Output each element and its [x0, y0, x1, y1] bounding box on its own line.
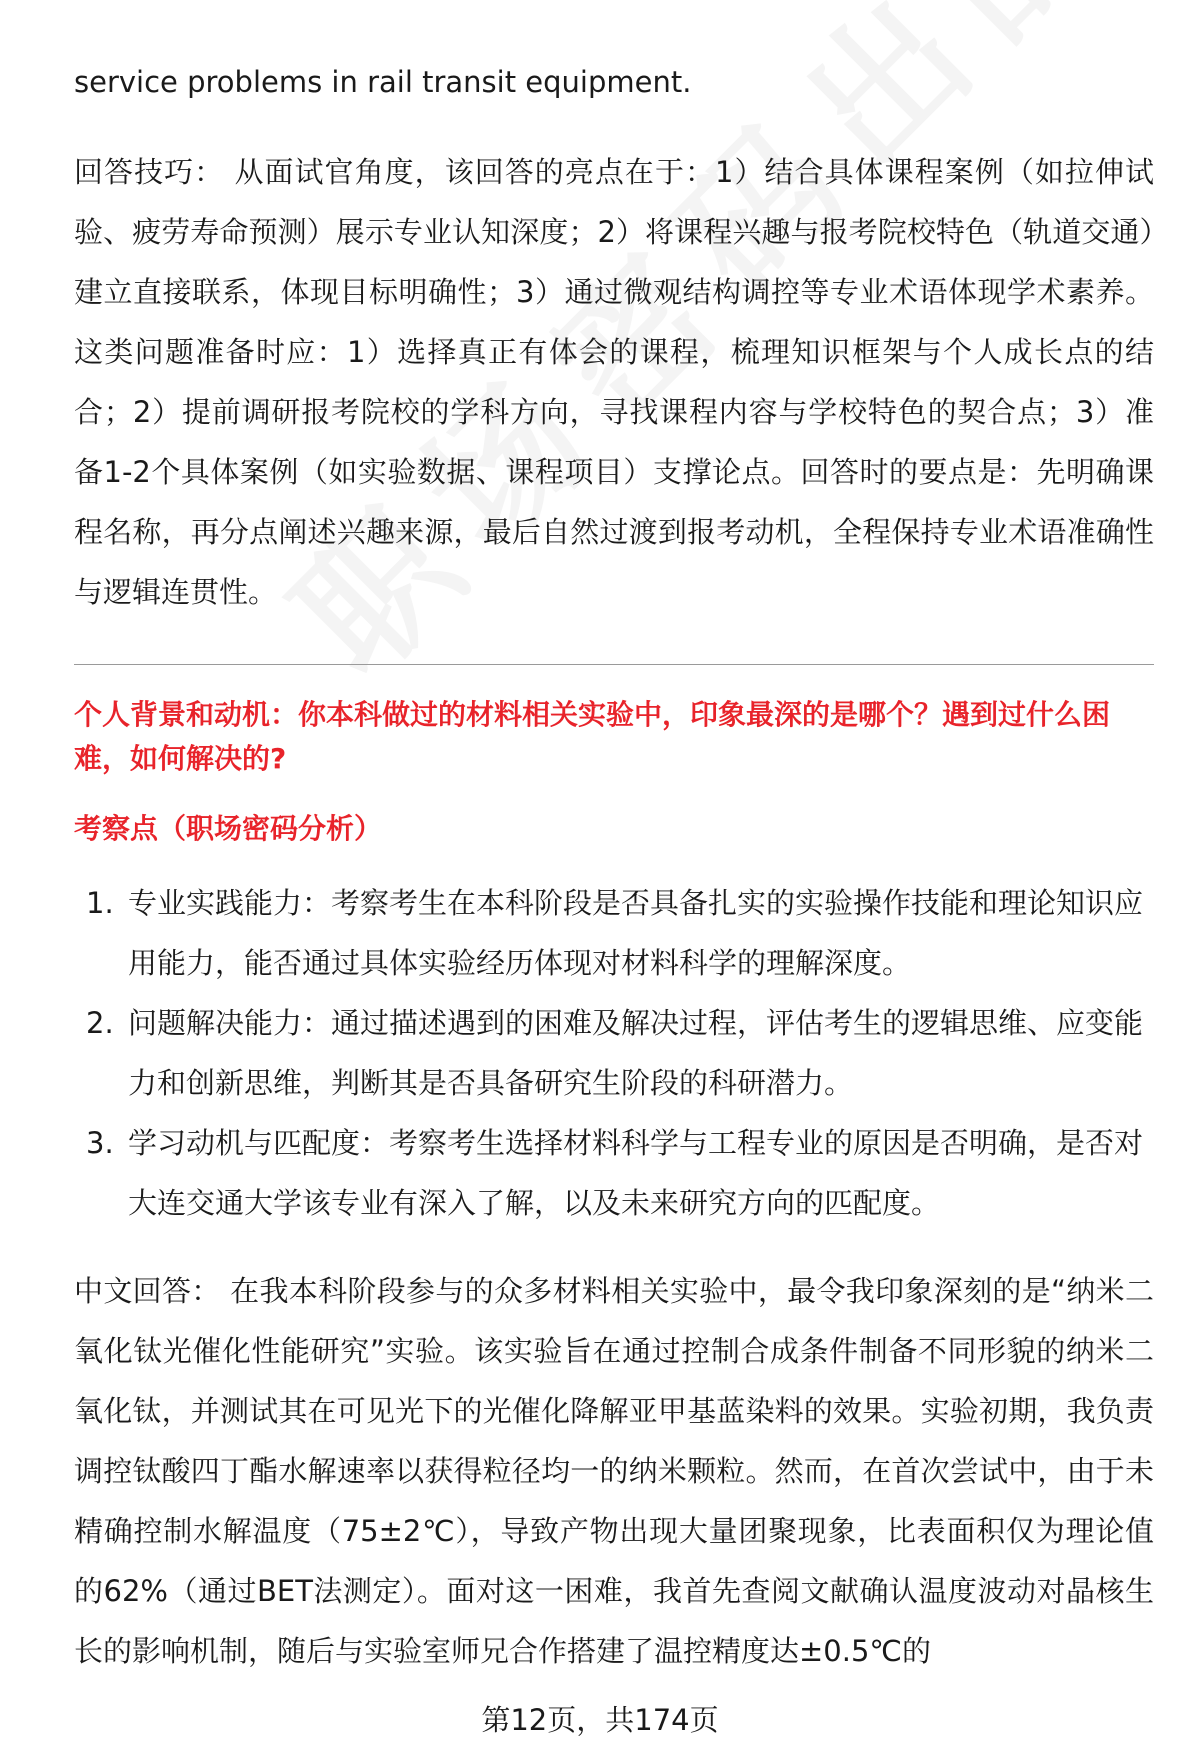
- page-number: 第12页，共174页: [481, 1703, 719, 1737]
- question-heading: 个人背景和动机：你本科做过的材料相关实验中，印象最深的是哪个？遇到过什么困难，如何解决的?: [74, 698, 1111, 775]
- list-text: 专业实践能力：考察考生在本科阶段是否具备扎实的实验操作技能和理论知识应用能力，能否通过具体实验经历体现对材料科学的理解深度。: [128, 886, 1144, 980]
- intro-text: service problems in rail transit equipment.: [74, 65, 692, 99]
- list-item: [74, 993, 1154, 1113]
- list-number: 2.: [86, 1006, 114, 1040]
- assessment-heading: 考察点（职场密码分析）: [74, 812, 383, 845]
- answer-tips: 回答技巧： 从面试官角度，该回答的亮点在于：1）结合具体课程案例（如拉伸试验、疲劳寿命预测）展示专业认知深度；2）将课程兴趣与报考院校特色（轨道交通）建立直接联系，体现目标明确性；3）通过微观结构调控等专业术语体现学术素养。这类问题准备时应：1）选择真正有体会的课程，梳理知识框架与个人成长点的结合；2）提前调研报考院校的学科方向，寻找课程内容与学校特色的契合点；3）准备1-2个具体案例（如实验数据、课程项目）支撑论点。回答时的要点是：先明确课程名称，再分点阐述兴趣来源，最后自然过渡到报考动机，全程保持专业术语准确性与逻辑连贯性。: [74, 155, 1154, 609]
- list-number: 1.: [86, 886, 114, 920]
- list-number: 3.: [86, 1126, 114, 1160]
- list-text: 学习动机与匹配度：考察考生选择材料科学与工程专业的原因是否明确，是否对大连交通大学该专业有深入了解，以及未来研究方向的匹配度。: [128, 1126, 1144, 1220]
- list-item: [74, 1113, 1154, 1233]
- section-divider: [74, 664, 1154, 665]
- list-text: 问题解决能力：通过描述遇到的困难及解决过程，评估考生的逻辑思维、应变能力和创新思维，判断其是否具备研究生阶段的科研潜力。: [128, 1006, 1144, 1100]
- assessment-points: [74, 873, 1154, 1233]
- page-content: [74, 52, 1154, 1681]
- chinese-answer: 中文回答： 在我本科阶段参与的众多材料相关实验中，最令我印象深刻的是“纳米二氧化钛光催化性能研究”实验。该实验旨在通过控制合成条件制备不同形貌的纳米二氧化钛，并测试其在可见光下的光催化降解亚甲基蓝染料的效果。实验初期，我负责调控钛酸四丁酯水解速率以获得粒径均一的纳米颗粒。然而，在首次尝试中，由于未精确控制水解温度（75±2℃），导致产物出现大量团聚现象，比表面积仅为理论值的62%（通过BET法测定）。面对这一困难，我首先查阅文献确认温度波动对晶核生长的影响机制，随后与实验室师兄合作搭建了温控精度达±0.5℃的: [74, 1274, 1154, 1668]
- list-item: [74, 873, 1154, 993]
